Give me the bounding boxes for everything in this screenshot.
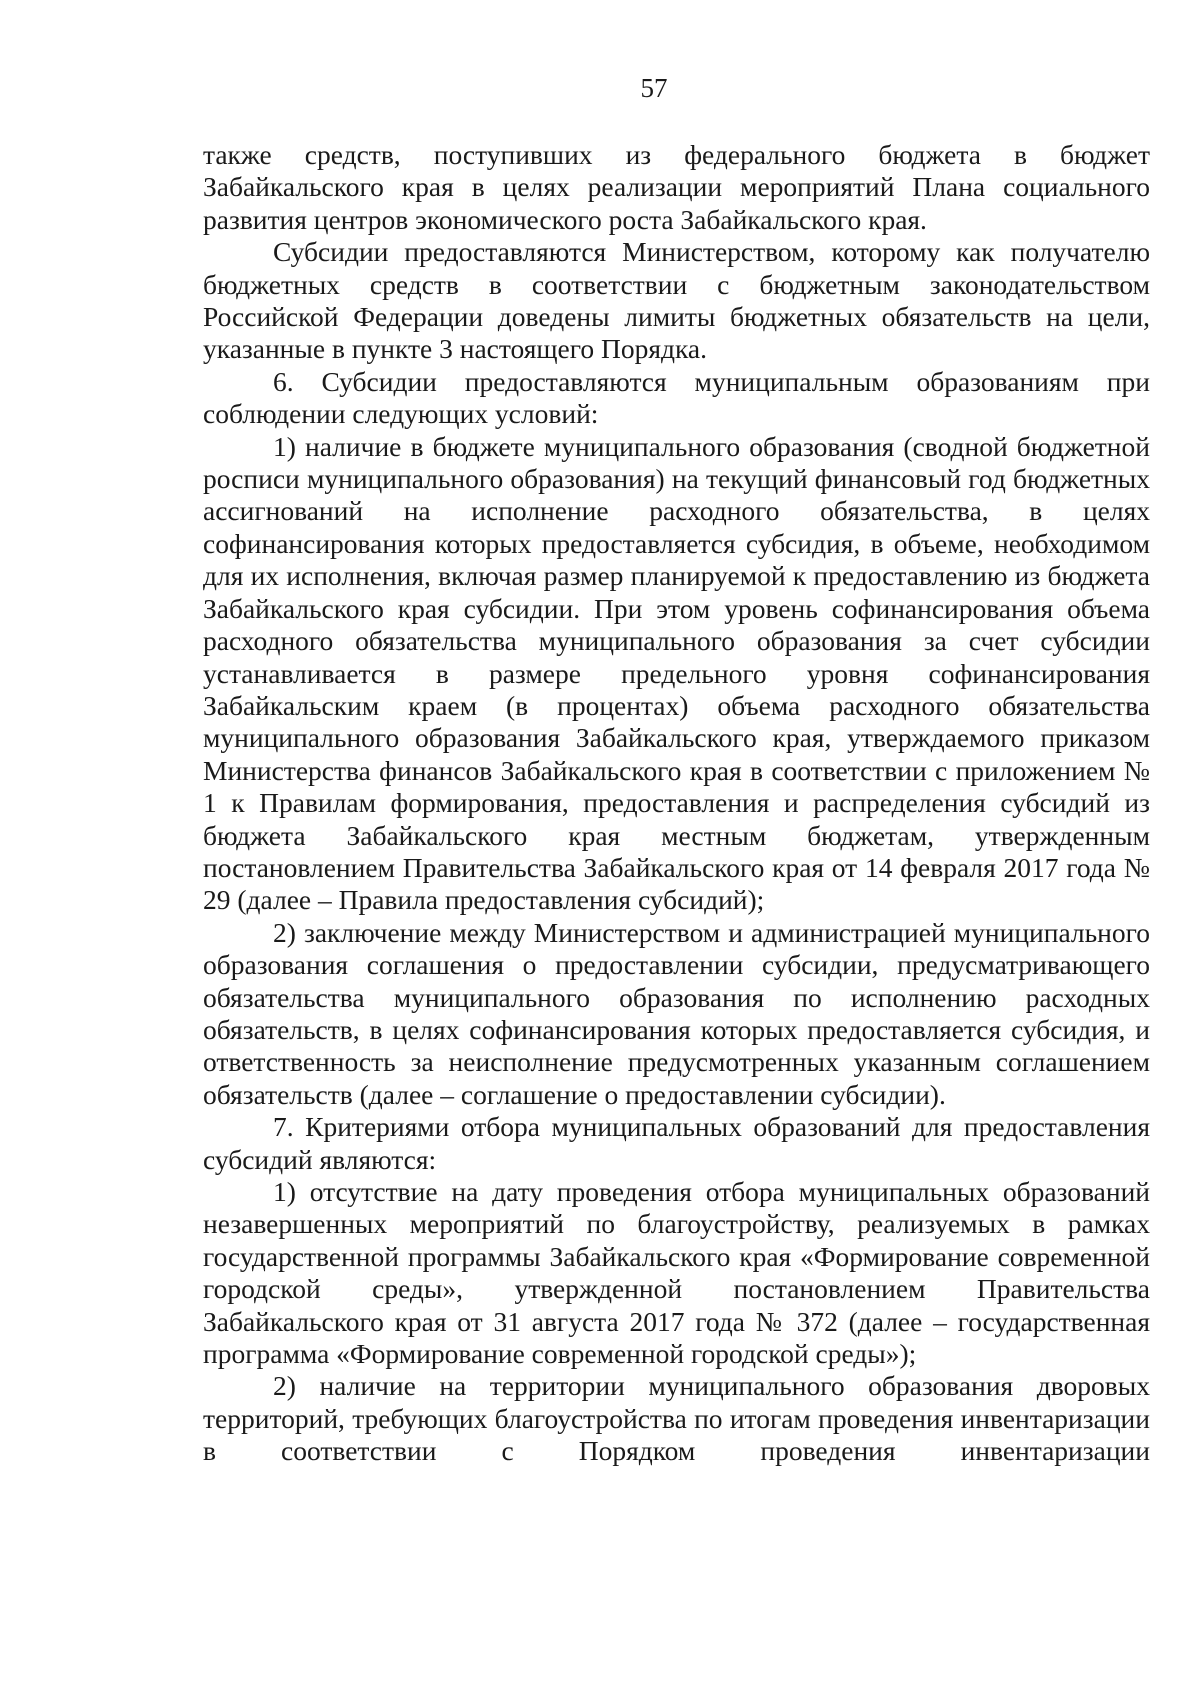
page-number: 57	[640, 73, 668, 103]
paragraph-item-7-1: 1) отсутствие на дату проведения отбора муниципальных образований незавершенных мероприятий по благоустройству, реализуемых в рамках государственной программы Забайкальского края «Формирование современной городской среды», утвержденной постановлением Правительства Забайкальского края от 31 августа 2017 года № 372 (далее – государственная программа «Формирование современной городской среды»);	[203, 1176, 1150, 1370]
paragraph-funds-continuation: также средств, поступивших из федерального бюджета в бюджет Забайкальского края в целях реализации мероприятий Плана социального развития центров экономического роста Забайкальского края.	[203, 139, 1150, 235]
document-body	[203, 139, 1150, 1468]
paragraph-item-6: 6. Субсидии предоставляются муниципальным образованиям при соблюдении следующих условий:	[203, 365, 1150, 430]
paragraph-subsidy-provision: Субсидии предоставляются Министерством, которому как получателю бюджетных средств в соответствии с бюджетным законодательством Российской Федерации доведены лимиты бюджетных обязательств на цели, указанные в пункте 3 настоящего Порядка.	[203, 236, 1150, 365]
paragraph-item-6-2: 2) заключение между Министерством и администрацией муниципального образования соглашения о предоставлении субсидии, предусматривающего обязательства муниципального образования по исполнению расходных обязательств, в целях софинансирования которых предоставляется субсидия, и ответственность за неисполнение предусмотренных указанным соглашением обязательств (далее – соглашение о предоставлении субсидии).	[203, 916, 1150, 1110]
paragraph-item-6-1: 1) наличие в бюджете муниципального образования (сводной бюджетной росписи муниципального образования) на текущий финансовый год бюджетных ассигнований на исполнение расходного обязательства, в целях софинансирования которых предоставляется субсидия, в объеме, необходимом для их исполнения, включая размер планируемой к предоставлению из бюджета Забайкальского края субсидии. При этом уровень софинансирования объема расходного обязательства муниципального образования за счет субсидии устанавливается в размере предельного уровня софинансирования Забайкальским краем (в процентах) объема расходного обязательства муниципального образования Забайкальского края, утверждаемого приказом Министерства финансов Забайкальского края в соответствии с приложением № 1 к Правилам формирования, предоставления и распределения субсидий из бюджета Забайкальского края местным бюджетам, утвержденным постановлением Правительства Забайкальского края от 14 февраля 2017 года № 29 (далее – Правила предоставления субсидий);	[203, 430, 1150, 916]
paragraph-item-7: 7. Критериями отбора муниципальных образований для предоставления субсидий являются:	[203, 1111, 1150, 1175]
paragraph-item-7-2: 2) наличие на территории муниципального образования дворовых территорий, требующих благоустройства по итогам проведения инвентаризации в соответствии с Порядком проведения инвентаризации	[203, 1370, 1150, 1467]
